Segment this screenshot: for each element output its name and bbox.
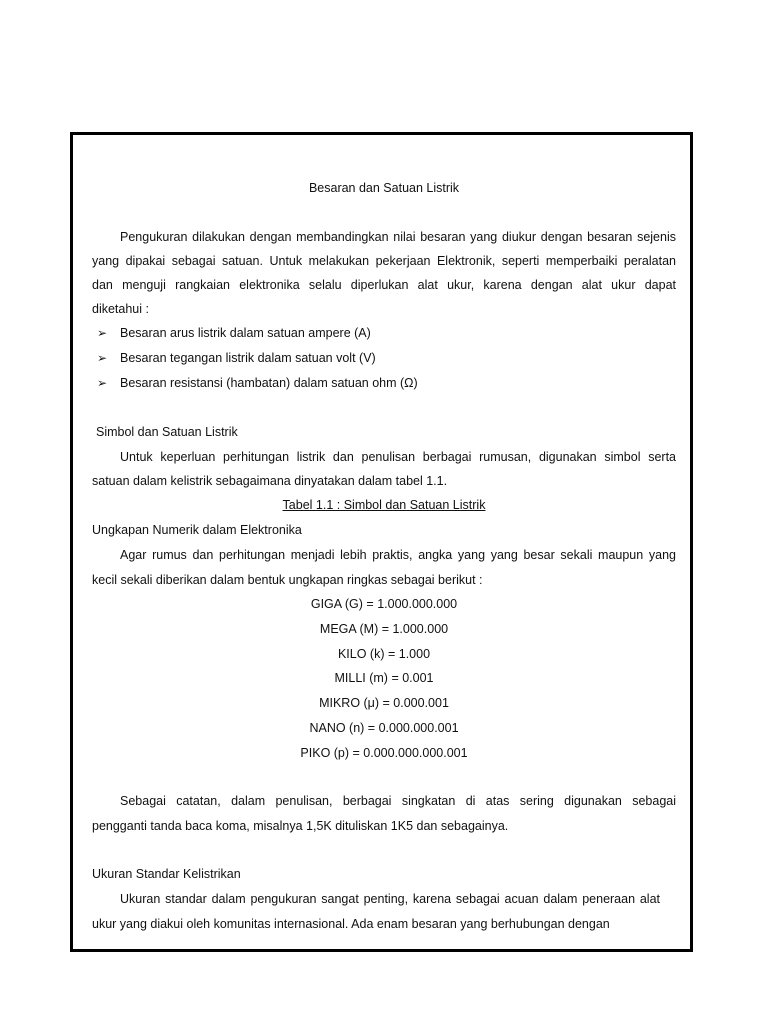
bullet-item: Besaran resistansi (hambatan) dalam satuan ohm (Ω): [120, 376, 418, 390]
paragraph-3-line-2: kecil sekali diberikan dalam bentuk ungkapan ringkas sebagai berikut :: [92, 573, 483, 587]
section-heading-ungkapan: Ungkapan Numerik dalam Elektronika: [92, 523, 302, 537]
bullet-arrow-icon: ➢: [97, 376, 108, 390]
prefix-item: MILLI (m) = 0.001: [334, 671, 434, 685]
paragraph-5-line-2: ukur yang diakui oleh komunitas internasional. Ada enam besaran yang berhubungan dengan: [92, 917, 610, 931]
paragraph-1-line-1: Pengukuran dilakukan dengan membandingkan nilai besaran yang diukur dengan besaran sejenis: [120, 230, 676, 244]
table-caption-wrap: [92, 497, 676, 513]
document-title: Besaran dan Satuan Listrik: [308, 181, 460, 195]
prefix-item: MEGA (M) = 1.000.000: [319, 622, 449, 636]
paragraph-2-line-1: Untuk keperluan perhitungan listrik dan penulisan berbagai rumusan, digunakan simbol serta: [120, 450, 676, 464]
bullet-arrow-icon: ➢: [97, 351, 108, 365]
paragraph-2-line-2: satuan dalam kelistrik sebagaimana dinyatakan dalam tabel 1.1.: [92, 474, 448, 488]
bullet-item: Besaran tegangan listrik dalam satuan volt (V): [120, 351, 376, 365]
paragraph-4-line-2: pengganti tanda baca koma, misalnya 1,5K dituliskan 1K5 dan sebagainya.: [92, 819, 509, 833]
prefix-item: PIKO (p) = 0.000.000.000.001: [300, 746, 468, 760]
bullet-arrow-icon: ➢: [97, 326, 108, 340]
prefix-item: GIGA (G) = 1.000.000.000: [310, 597, 458, 611]
prefix-item: MIKRO (μ) = 0.000.001: [319, 696, 449, 710]
bullet-item: Besaran arus listrik dalam satuan ampere (A): [120, 326, 371, 340]
section-heading-simbol: Simbol dan Satuan Listrik: [96, 425, 238, 439]
paragraph-4-line-1: Sebagai catatan, dalam penulisan, berbagai singkatan di atas sering digunakan sebagai: [120, 794, 676, 808]
prefix-item: NANO (n) = 0.000.000.001: [309, 721, 459, 735]
paragraph-1-line-2: yang dipakai sebagai satuan. Untuk melakukan pekerjaan Elektronik, seperti memperbaiki peralatan: [92, 254, 676, 268]
paragraph-5-line-1: Ukuran standar dalam pengukuran sangat penting, karena sebagai acuan dalam peneraan alat: [120, 892, 660, 906]
paragraph-1-line-4: diketahui :: [92, 302, 149, 316]
paragraph-3-line-1: Agar rumus dan perhitungan menjadi lebih praktis, angka yang yang besar sekali maupun yang: [120, 548, 676, 562]
prefix-item: KILO (k) = 1.000: [337, 647, 431, 661]
table-caption: Tabel 1.1 : Simbol dan Satuan Listrik: [282, 498, 486, 512]
paragraph-1-line-3: dan menguji rangkaian elektronika selalu diperlukan alat ukur, karena dengan alat ukur dapat: [92, 278, 676, 292]
section-heading-ukuran: Ukuran Standar Kelistrikan: [92, 867, 241, 881]
